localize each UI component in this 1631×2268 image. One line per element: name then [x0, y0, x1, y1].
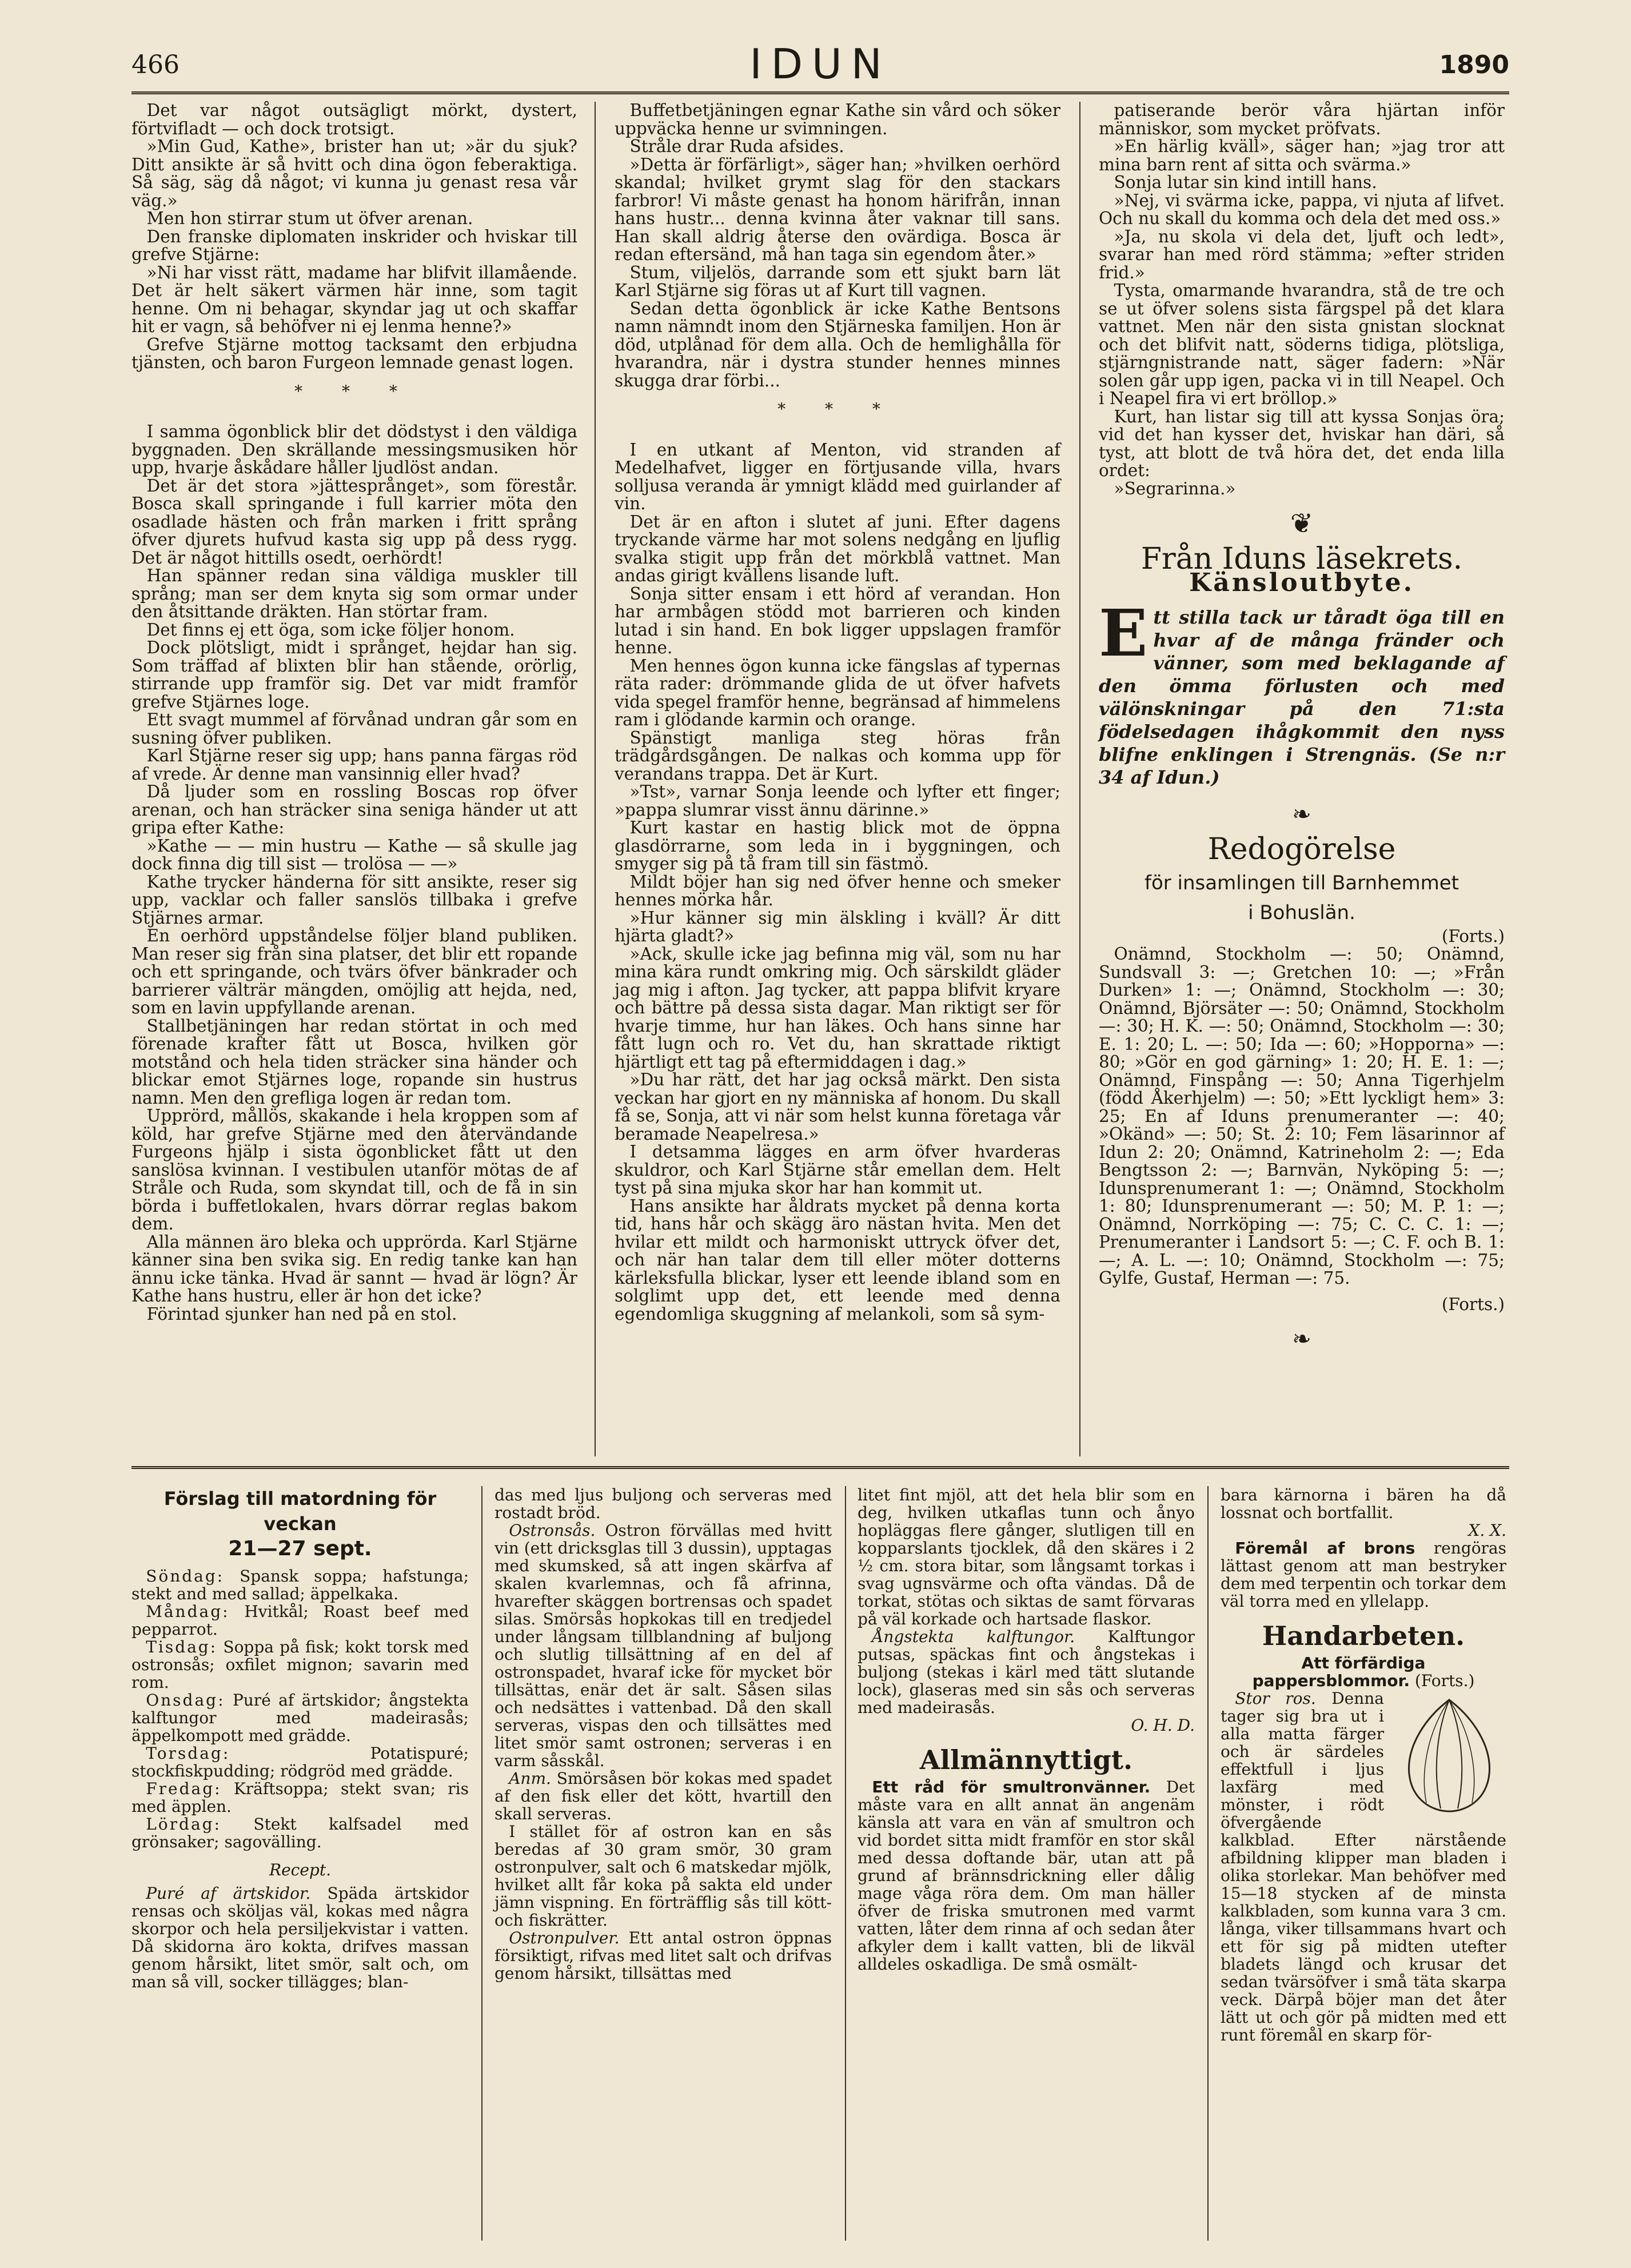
column-3: [1099, 102, 1505, 1366]
recipe-heading: Recept.: [269, 1860, 331, 1879]
bottom-column-1: [131, 1486, 469, 1991]
drop-cap: E: [1099, 596, 1148, 671]
donation-list: Onämnd, Stockholm —: 50; Onämnd, Sundsvall 3: —; Gretchen 10: —; »Från Durken» 1: —; Onämnd, Stockholm —: 30; Onämnd, Björsäter —: 50; Onämnd, Stockholm —: 30; H. K. —: 50; Onämnd, Stockholm —: 30; E. 1: 20; L. —: 50; Ida —: 60; »Hopporna» —: 80; »Gör en god gärning» 1: 20; H. E. 1: —; Onämnd, Finspång —: 50; Anna Tigerhjelm (född Åkerhjelm) —: 50; »Ett lyckligt hem» 3: 25; En af Iduns prenumeranter —: 40; »Okänd» —: 50; St. 2: 10; Fem läsarinnor af Idun 2: 20; Onämnd, Katrineholm 2: —; Eda Bengtsson 2: —; Barnvän, Nyköping 5: —; Idunsprenumerant 1: —; Onämnd, Stockholm 1: 80; Idunsprenumerant —: 50; M. P. 1: —; Onämnd, Norrköping —: 75; C. C. C. 1: —; Prenumeranter i Landsort 5: —; C. F. och B. 1: —; A. L. —: 10; Onämnd, Stockholm —: 75; Gylfe, Gustaf, Herman —: 75.: [1099, 944, 1505, 1288]
weekday-label: Måndag:: [146, 1602, 230, 1621]
article-heading: Att förfärdiga pappersblommor.: [1252, 1654, 1426, 1690]
story-paragraph: Stråle drar Ruda afsides.: [629, 137, 844, 156]
flower-petal-illustration: [1392, 1694, 1506, 1814]
story-paragraph: I detsamma lägges en arm öfver hvarderas skuldror, och Karl Stjärne står emellan dem. Helt tyst på sina mjuka skor har han kommit ut.: [615, 1142, 1060, 1197]
story-paragraph: En oerhörd uppståndelse följer bland publiken. Man reser sig från sina platser, det blir ett ropande och ett springande, och tvärs öfver bänkrader och barrierer välträr mängden, omöjlig att hejda, ned, som en lavin uppfyllande arenan.: [131, 926, 577, 1017]
recipe-name: Puré af ärtskidor.: [146, 1884, 311, 1903]
menu-day: [131, 1638, 469, 1691]
ornament-icon: ❧: [1292, 801, 1311, 828]
story-paragraph: Spänstigt manliga steg höras från trädgårdsgången. De nalkas och komma upp för verandans trappa. Det är Kurt.: [615, 728, 1060, 784]
menu-dishes: Kräftsoppa; stekt svan; ris med äpplen.: [131, 1779, 469, 1816]
horizontal-rule: [131, 1466, 1509, 1469]
menu-day: [131, 1567, 469, 1603]
story-paragraph: »Kathe — — min hustru — Kathe — så skulle jag dock finna dig till sist — trolösa — —»: [131, 836, 577, 873]
recipe-text: Späda ärtskidor rensas och sköljas väl, kokas med några skorpor och hela persiljekvistar i vatten. Då skidorna äro kokta, drifves massan genom hårsikt, litet smör, salt och, om man så vill, socker tillägges; blan-: [131, 1884, 469, 1991]
thanks-notice: [1099, 596, 1505, 789]
menu-dishes: Hvitkål; Roast beef med pepparrot.: [131, 1602, 469, 1639]
story-paragraph: »Ja, nu skola vi dela det, ljuft och ledt», svarar han med rörd stämma; »efter striden frid.»: [1099, 226, 1505, 282]
thanks-text: tt stilla tack ur tåradt öga till en hvar af de många fränder och vänner, som med beklagande af den ömma förlusten och med välönskningar på den 71:sta födelsedagen ihågkommit den nyss blifne enklingen i Strengnäs. (Se n:r 34 af Idun.): [1099, 606, 1505, 788]
recipe-text: Kalftungor putsas, späckas fint och ångstekas i buljong (stekas i kärl med tätt slutande lock), glaseras med sin sås och serveras med madeirasås.: [858, 1627, 1195, 1717]
year: 1890: [1439, 50, 1509, 79]
column-divider: [595, 102, 596, 1456]
article-text: rengöras lättast genom att man bestryker dem med terpentin och torkar dem väl torra med en yllelapp.: [1221, 1539, 1506, 1611]
menu-dishes: Puré af ärtskidor; ångstekta kalftungor med madeirasås; äppelkompott med grädde.: [131, 1691, 469, 1745]
story-paragraph: patiserande berör våra hjärtan inför människor, som mycket pröfvats.: [1099, 101, 1505, 138]
report-subtitle: för insamlingen till Barnhemmet: [1144, 871, 1459, 895]
story-paragraph: »Nej, vi svärma icke, pappa, vi njuta af lifvet. Och nu skall du komma och dela det med oss.»: [1099, 190, 1505, 228]
story-paragraph: Han spänner redan sina väldiga muskler till språng; man ser dem knyta sig som ormar under den åtsittande dräkten. Han störtar fram.: [131, 566, 577, 621]
article-text: bara kärnorna i bären ha då lossnat och bortfallit.: [1221, 1486, 1506, 1522]
masthead-title: IDUN: [749, 40, 891, 88]
bottom-column-2: [495, 1486, 832, 1982]
ornament-icon: ❧: [1292, 1326, 1311, 1352]
column-divider: [1079, 102, 1080, 1456]
recipe-text: Ostron förvällas med hvitt vin (ett dricksglas till 3 dussin), upptagas med skumsked, så att ingen skärfva af skalen kvarlemnas, och få afrinna, hvarefter skäggen bortrensas och spadet silas. Smörsås hopkokas till en tredjedel under långsam tillblandning af buljong och slutlig tillsättning af en del af ostronspadet, hvaraf icke för mycket bör tillsättas, enär det är salt. Såsen silas och nedsättes i vattenbad. Då den skall serveras, vispas den och tillsättes med litet smör samt ostronen; serveras i en varm såsskål.: [495, 1521, 832, 1770]
recipe-text: litet fint mjöl, att det hela blir som en deg, hvilken utkaflas tunn och ånyo hopläggas flere gånger, slutligen till en kopparslants tjocklek, då den skäres i 2 ½ cm. stora bitar, som långsamt torkas i svag ugnsvärme och ofta vändas. Då de torkat, stötas och siktas de samt förvaras på väl korkade och hartsade flaskor.: [858, 1486, 1195, 1628]
story-paragraph: Då ljuder som en rossling Boscas rop öfver arenan, och han sträcker sina seniga händer ut att gripa efter Kathe:: [131, 782, 577, 837]
story-paragraph: »Segrarinna.»: [1114, 478, 1236, 498]
story-paragraph: Det är det stora »jättesprånget», som förestår. Bosca skall springande i full karrier möta den osadlade hästen och från marken i fritt språng öfver djurets hufvud kasta sig upp på dess rygg. Det är något hittills osedt, oerhördt!: [131, 476, 577, 568]
story-paragraph: Sonja sitter ensam i ett hörd af verandan. Hon har armbågen stödd mot barrieren och kinden lutad i sin hand. En bok ligger uppslagen framför henne.: [615, 584, 1060, 657]
story-paragraph: Det är en afton i slutet af juni. Efter dagens tryckande värme har mot solens nedgång en ljuflig svalka stigit upp från det mörkblå vattnet. Man andas girigt kvällens lisande luft.: [615, 512, 1060, 585]
signature: O. H. D.: [1131, 1716, 1195, 1735]
article-text: Denna tager sig bra ut i alla matta färger och är särdeles effektfull i ljus laxfärg med mönster, i rödt öfvergående kalkblad. Efter närstående afbildning klipper man bladen i olika storlekar. Man behöfver med 15—18 stycken af de minsta kalkbladen, som kunna vara 3 cm. långa, viker tillsammans hvart och ett för sig på midten utefter bladets längd och krusar det sedan tvärsöfver i små täta skarpa veck. Därpå böjer man det åter lätt ut och gör på midten med ett runt föremål en skarp för-: [1221, 1689, 1506, 2045]
section-title: Allmännyttigt.: [919, 1744, 1133, 1775]
story-paragraph: »Min Gud, Kathe», brister han ut; »är du sjuk? Ditt ansikte är så hvitt och dina ögon feberaktiga. Så säg, säg då något; vi kunna ju genast resa vår väg.»: [131, 137, 577, 210]
page-header: [131, 40, 1509, 94]
weekday-label: Lördag:: [146, 1815, 221, 1834]
story-paragraph: Kurt, han listar sig till att kyssa Sonjas öra; vid det han kysser det, hviskar han däri, så tyst, att blott de två höra det, det enda lilla ordet:: [1099, 406, 1505, 480]
menu-dishes: Spansk soppa; hafstunga; stekt and med sallad; äppelkaka.: [131, 1567, 469, 1603]
story-paragraph: Ett svagt mummel af förvånad undran går som en susning öfver publiken.: [131, 710, 577, 748]
recipe-text: Ett antal ostron öppnas försiktigt, rifvas med litet salt och drifvas genom hårsikt, tillsättas med: [495, 1928, 832, 1983]
menu-day: [131, 1815, 469, 1851]
menu-day: [131, 1603, 469, 1638]
menu-day: [131, 1691, 469, 1744]
section-title: Handarbeten.: [1262, 1620, 1465, 1651]
continued-note: (Forts.): [1414, 1671, 1475, 1690]
report-subtitle: i Bohuslän.: [1248, 901, 1355, 924]
story-paragraph: Hans ansikte har åldrats mycket på denna korta tid, hans hår och skägg äro nästan hvita. Men det hvilar ett mildt och harmoniskt uttryck öfver det, och när han talar dem till eller möter dotterns kärleksfulla blickar, lyser ett leende ibland som en solglimt upp det, ett leende med denna egendomliga skuggning af melankoli, som så sym-: [615, 1196, 1060, 1324]
story-paragraph: Buffetbetjäningen egnar Kathe sin vård och söker uppväcka henne ur svimningen.: [615, 101, 1060, 138]
column-1: [131, 102, 577, 1323]
column-divider: [1207, 1486, 1209, 2241]
menu-title: Förslag till matordning för veckan: [164, 1488, 437, 1535]
story-paragraph: Stum, viljelös, darrande som ett sjukt barn lät Karl Stjärne sig föras ut af Kurt till vagnen.: [615, 262, 1060, 300]
story-paragraph: Upprörd, mållös, skakande i hela kroppen som af köld, har grefve Stjärne med den återvändande Furgeons hjälp i sista ögonblicket fått ut den sanslösa kvinnan. I vestibulen utanför mötas de af Stråle och Ruda, som skyndat till, och de få in sin börda i buffetlokalen, hvars dörrar reglas bakom dem.: [131, 1106, 577, 1233]
article-heading: Föremål af brons: [1235, 1539, 1415, 1558]
story-paragraph: Sedan detta ögonblick är icke Kathe Bentsons namn nämndt inom den Stjärneska familjen. Hon är död, utplånad för dem alla. Och de hemlighålla för hvarandra, när i dystra stunder hennes minnes skugga drar förbi...: [615, 298, 1060, 390]
story-paragraph: »Tst», varnar Sonja leende och lyfter ett finger; »pappa slumrar visst ännu därinne.»: [615, 782, 1060, 820]
story-paragraph: »Du har rätt, det har jag också märkt. Den sista veckan har gjort en ny människa af honom. Du skall få se, Sonja, att vi när som helst kunna företaga vår beramade Neapelresa.»: [615, 1070, 1060, 1144]
weekday-label: Onsdag:: [146, 1691, 225, 1710]
story-paragraph: Kathe trycker händerna för sitt ansikte, reser sig upp, vacklar och faller sanslös tillbaka i grefve Stjärnes armar.: [131, 872, 577, 928]
story-paragraph: Mildt böjer han sig ned öfver henne och smeker hennes mörka hår.: [615, 872, 1060, 909]
story-paragraph: Karl Stjärne reser sig upp; hans panna färgas röd af vrede. Är denne man vansinnig eller hvad?: [131, 746, 577, 784]
story-paragraph: Den franske diplomaten inskrider och hviskar till grefve Stjärne:: [131, 226, 577, 264]
story-paragraph: »En härlig kväll», säger han; »jag tror att mina barn rent af sitta och svärma.»: [1099, 137, 1505, 174]
page-number: 466: [131, 50, 180, 79]
story-paragraph: Kurt kastar en hastig blick mot de öppna glasdörrarne, som leda in i byggningen, och smyger sig på tå fram till sin fästmö.: [615, 818, 1060, 873]
ornament-icon: ❦: [1290, 508, 1314, 540]
recipe-text: I stället för af ostron kan en sås beredas af 30 gram smör, 30 gram ostronpulver, salt och 6 matskedar mjölk, hvilket allt får koka på sakta eld under jämn vispning. En förträfflig sås till kött- och fiskrätter.: [495, 1822, 832, 1930]
section-break-stars: * * *: [777, 400, 898, 418]
signature: X. X.: [1468, 1521, 1506, 1540]
story-paragraph: Grefve Stjärne mottog tacksamt den erbjudna tjänsten, och baron Furgeon lemnade genast logen.: [131, 334, 577, 372]
story-paragraph: Men hennes ögon kunna icke fängslas af typernas räta rader: drömmande glida de ut öfver hafvets vida spegel framför henne, begränsad af himmelens ram i glödande karmin och orange.: [615, 656, 1060, 729]
continued-note: (Forts.): [1441, 926, 1505, 946]
continued-note: (Forts.): [1441, 1294, 1505, 1314]
column-divider: [845, 1486, 846, 2241]
section-break-stars: * * *: [294, 381, 414, 401]
weekday-label: Torsdag:: [146, 1744, 230, 1763]
menu-dates: 21—27 sept.: [228, 1537, 372, 1560]
recipe-text: das med ljus buljong och serveras med rostadt bröd.: [495, 1486, 832, 1522]
story-paragraph: Men hon stirrar stum ut öfver arenan.: [146, 209, 473, 228]
story-paragraph: I en utkant af Menton, vid stranden af Medelhafvet, ligger en förtjusande villa, hvars solljusa veranda är ymnigt klädd med guirlander af vin.: [615, 440, 1060, 513]
recipe-name: Ostronpulver.: [509, 1928, 620, 1947]
note-text: Smörsåsen bör kokas med spadet af den fisk eller det kött, hvartill den skall serveras.: [495, 1769, 832, 1823]
bottom-column-3: [858, 1486, 1195, 1973]
story-paragraph: Förintad sjunker han ned på en stol.: [146, 1304, 457, 1324]
story-paragraph: Det var något outsägligt mörkt, dystert, förtvifladt — och dock trotsigt.: [131, 101, 577, 138]
story-paragraph: Stallbetjäningen har redan störtat in och med förenade krafter fått ut Bosca, hvilken gör motstånd och hela tiden sträcker sina händer och blickar emot Stjärnes loge, ropande sin hustrus namn. Men den grefliga logen är redan tom.: [131, 1016, 577, 1108]
item-name: Stor ros.: [1235, 1689, 1316, 1708]
menu-dishes: Potatispuré; stockfiskpudding; rödgröd med grädde.: [131, 1744, 469, 1780]
story-paragraph: Tysta, omarmande hvarandra, stå de tre och se ut öfver solens sista färgspel på det klara vattnet. Men när den sista gnistan slocknat och det blifvit natt, söderns tidiga, plötsliga, stjärngnistrande natt, säger fadern: »När solen går upp igen, packa vi in till Neapel. Och i Neapel fira vi ert bröllop.»: [1099, 281, 1505, 408]
weekday-label: Söndag:: [146, 1567, 225, 1586]
story-paragraph: I samma ögonblick blir det dödstyst i den väldiga byggnaden. Den skrällande messingsmusiken hör upp, hvarje åskådare håller ljudlöst andan.: [131, 422, 577, 477]
recipe-name: Ångstekta kalftungor.: [872, 1627, 1075, 1646]
story-paragraph: »Ack, skulle icke jag befinna mig väl, som nu har mina kära rundt omkring mig. Och särskildt gläder jag mig i afton. Jag tycker, att pappa blifvit kryare och bättre på dessa sista dagar. Man riktigt ser för hvarje timme, hur han läkes. Och hans sinne har fått lugn och ro. Vet du, han skrattade riktigt hjärtligt ett tag på eftermiddagen i dag.»: [615, 944, 1060, 1072]
section-subtitle: Känsloutbyte.: [1189, 568, 1414, 597]
report-title: Redogörelse: [1207, 832, 1396, 867]
story-paragraph: Det finns ej ett öga, som icke följer honom.: [146, 620, 515, 640]
section-title: Från Iduns läsekrets.: [1140, 541, 1463, 576]
menu-day: [131, 1744, 469, 1780]
recipe-name: Ostronsås.: [509, 1521, 596, 1540]
menu-dishes: Soppa på fisk; kokt torsk med ostronsås; oxfilet mignon; savarin med rom.: [131, 1638, 469, 1692]
weekday-label: Tisdag:: [146, 1638, 218, 1656]
article-text: Det måste vara en allt annat än angenäm känsla att vara en vän af smultron och vid bordet sitta midt framför en stor skål med dessa doftande bär, utan att på grund af brännsdrickning eller dålig mage våga röra dem. Om man häller öfver de friska smutronen med varmt vatten, låter dem rinna af och sedan åter afkyler dem i kallt vatten, bli de likväl alldeles oskadliga. De små osmält-: [858, 1778, 1195, 1974]
story-paragraph: Sonja lutar sin kind intill hans.: [1114, 173, 1377, 192]
story-paragraph: »Detta är förfärligt», säger han; »hvilken oerhörd skandal; hvilket grymt slag för den stackars farbror! Vi måste genast ha honom härifrån, innan hans hustr... denna kvinna åter vaknar till sans. Han skall aldrig återse den ovärdiga. Bosca är redan eftersänd, må han taga sin egendom åter.»: [615, 154, 1060, 264]
menu-day: [131, 1780, 469, 1815]
column-2: [615, 102, 1060, 1323]
note-label: Anm.: [509, 1769, 551, 1788]
story-paragraph: »Ni har visst rätt, madame har blifvit illamående. Det är helt säkert värmen här inne, som tagit henne. Om ni behagar, skyndar jag ut och skaffar hit er vagn, så behöfver ni ej lenma henne?»: [131, 262, 577, 336]
story-paragraph: Dock plötsligt, midt i språnget, hejdar han sig. Som träffad af blixten blir han stående, orörlig, stirrande upp framför sig. Det var midt framför grefve Stjärnes loge.: [131, 638, 577, 712]
bottom-column-4: [1221, 1486, 1506, 2044]
menu-dishes: Stekt kalfsadel med grönsaker; sagovälling.: [131, 1815, 469, 1851]
article-heading: Ett råd för smultronvänner.: [872, 1778, 1151, 1796]
column-divider: [481, 1486, 482, 2241]
story-paragraph: Alla männen äro bleka och upprörda. Karl Stjärne känner sina ben svika sig. En redig tanke kan han ännu icke tänka. Hvad är sannt — hvad är lögn? Är Kathe hans hustru, eller är hon det icke?: [131, 1232, 577, 1305]
weekday-label: Fredag:: [146, 1779, 222, 1798]
story-paragraph: »Hur känner sig min älskling i kväll? Är ditt hjärta gladt?»: [615, 908, 1060, 945]
